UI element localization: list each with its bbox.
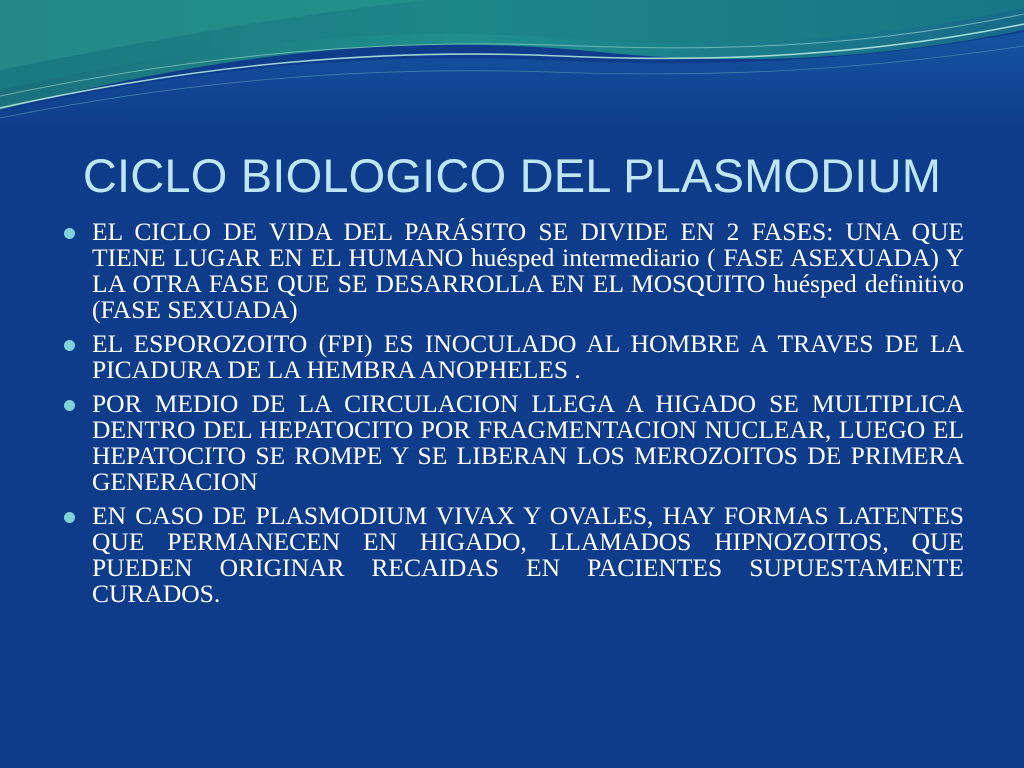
bullet-item xyxy=(64,331,964,383)
bullet-item xyxy=(64,503,964,607)
bullet-dot-icon xyxy=(64,228,75,239)
bullet-text: EL ESPOROZOITO (FPI) ES INOCULADO AL HOMBRE A TRAVES DE LA PICADURA DE LA HEMBRA ANOPHELES . xyxy=(92,329,964,384)
wave-header-decoration xyxy=(0,0,1024,130)
bullet-item xyxy=(64,219,964,323)
bullet-dot-icon xyxy=(64,340,75,351)
slide-title: CICLO BIOLOGICO DEL PLASMODIUM xyxy=(82,149,942,202)
bullet-dot-icon xyxy=(64,400,75,411)
bullet-item xyxy=(64,391,964,495)
bullet-text: EN CASO DE PLASMODIUM VIVAX Y OVALES, HAY FORMAS LATENTES QUE PERMANECEN EN HIGADO, LLAMADOS HIPNOZOITOS, QUE PUEDEN ORIGINAR RECAIDAS EN PACIENTES SUPUESTAMENTE CURADOS. xyxy=(92,501,964,608)
bullet-dot-icon xyxy=(64,512,75,523)
bullet-list xyxy=(64,219,964,615)
bullet-text: EL CICLO DE VIDA DEL PARÁSITO SE DIVIDE EN 2 FASES: UNA QUE TIENE LUGAR EN EL HUMANO huésped intermediario ( FASE ASEXUADA) Y LA OTRA FASE QUE SE DESARROLLA EN EL MOSQUITO huésped definitivo (FASE SEXUADA) xyxy=(92,217,964,324)
bullet-text: POR MEDIO DE LA CIRCULACION LLEGA A HIGADO SE MULTIPLICA DENTRO DEL HEPATOCITO POR FRAGMENTACION NUCLEAR, LUEGO EL HEPATOCITO SE ROMPE Y SE LIBERAN LOS MEROZOITOS DE PRIMERA GENERACION xyxy=(92,389,964,496)
